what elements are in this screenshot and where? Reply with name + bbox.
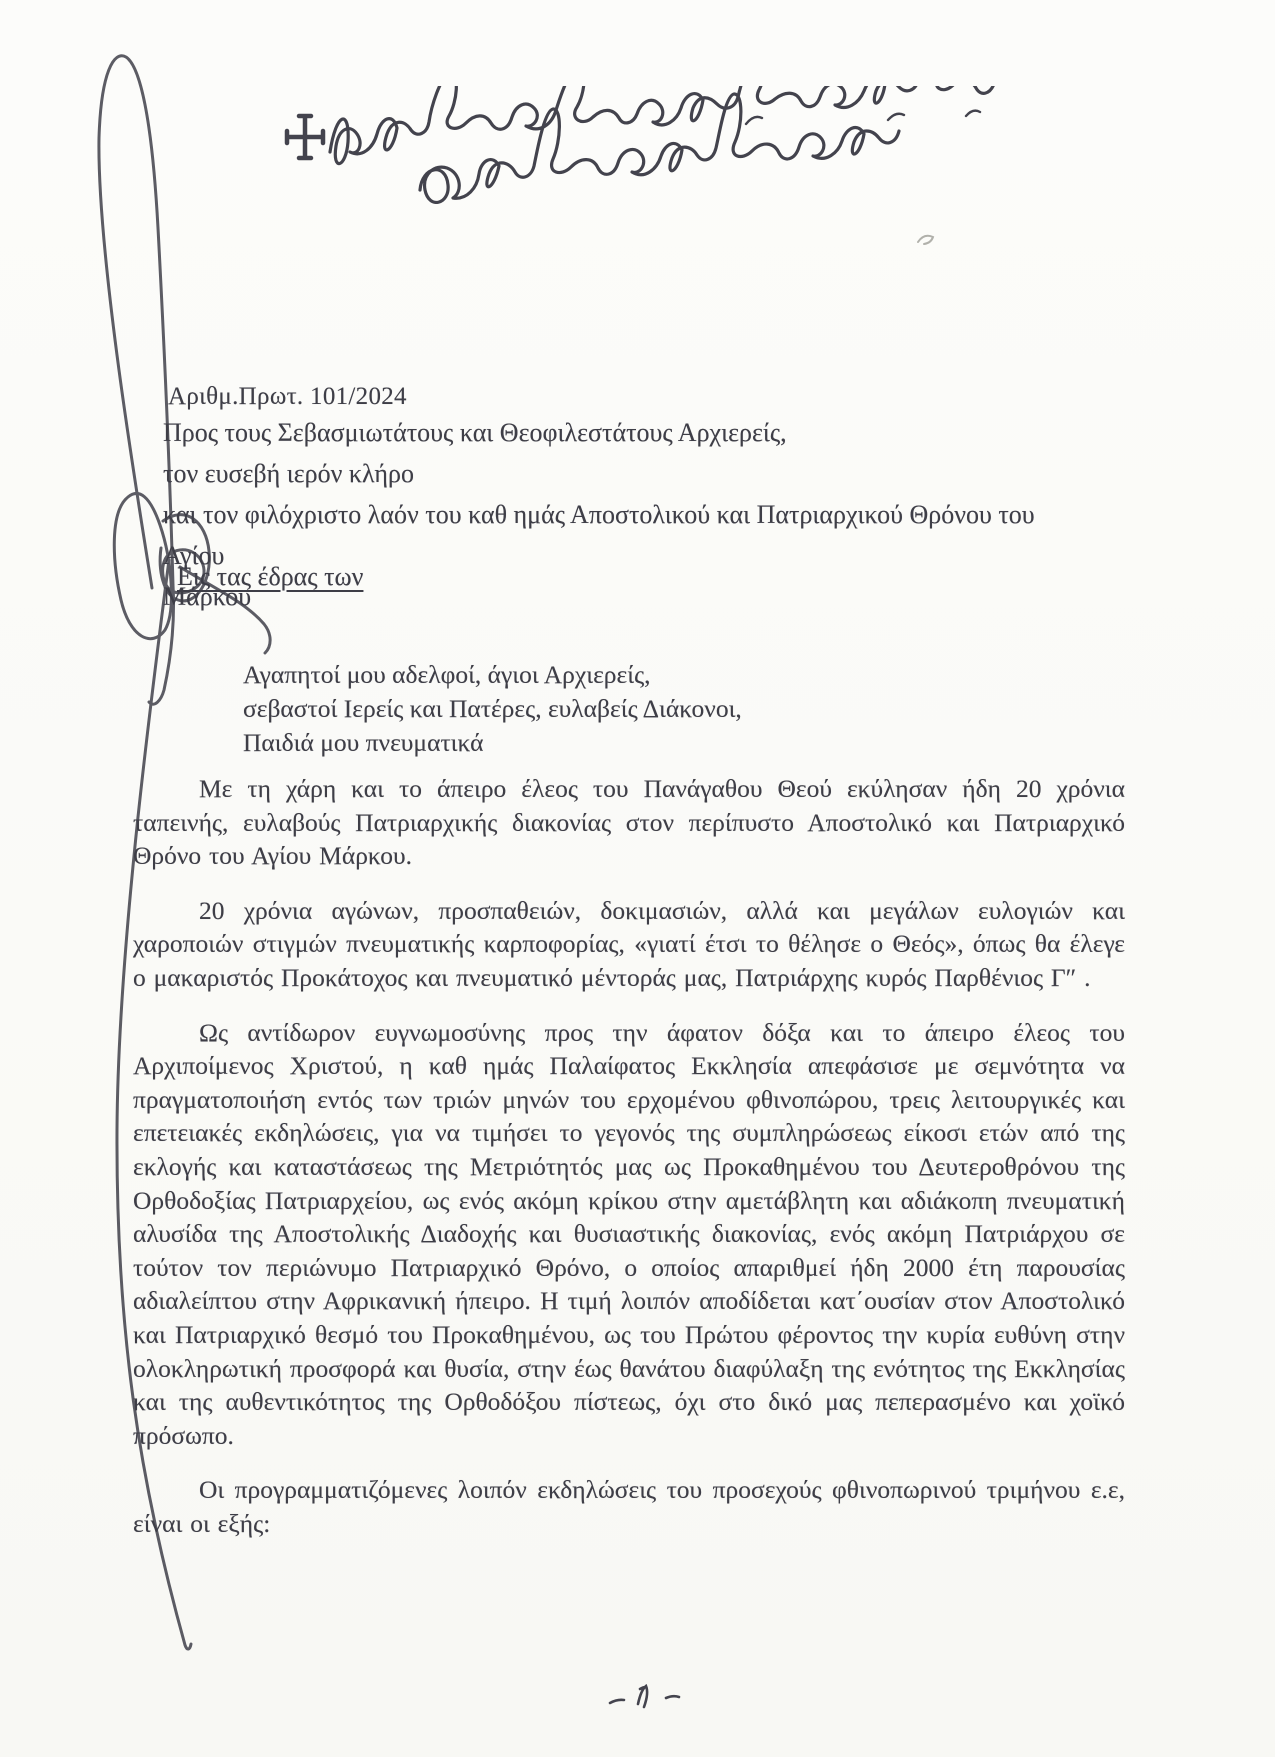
- body-paragraph: Με τη χάρη και το άπειρο έλεος του Πανάγαθου Θεού εκύλησαν ήδη 20 χρόνια ταπεινής, ευλαβούς Πατριαρχικής διακονίας στον περίπυστο Αποστολικό και Πατριαρχικό Θρόνο του Αγίου Μάρκου.: [133, 774, 1125, 871]
- page-number-dash-left: [610, 1700, 624, 1703]
- recipient-line: Μάρκου: [163, 582, 252, 611]
- recipient-line: και τον φιλόχριστο λαόν του καθ ημάς Αποστολικού και Πατριαρχικού Θρόνου του Αγίου: [163, 500, 1035, 570]
- scribble-big-loop: [99, 56, 173, 588]
- salutation-line: σεβαστοί Ιερείς και Πατέρες, ευλαβείς Διάκονοι,: [243, 694, 742, 723]
- body-paragraph: Ως αντίδωρον ευγνωμοσύνης προς την άφατον δόξα και το άπειρο έλεος του Αρχιποίμενος Χριστού, η καθ ημάς Παλαίφατος Εκκλησία απεφάσισε με σεμνότητα να πραγματοποιήση εντός των τριών μηνών του ερχομένου φθινοπώρου, τρεις λειτουργικές και επετειακές εκδηλώσεις, για να τιμήσει το γεγονός της συμπληρώσεως είκοσι ετών από της εκλογής και καταστάσεως της Μετριότητός μας ως Προκαθημένου του Δευτεροθρόνου της Ορθοδοξίας Πατριαρχείου, ως ενός ακόμη κρίκου στην αμετάβλητη και αδιάκοπη πνευματική αλυσίδα της Αποστολικής Διαδοχής και θυσιαστικής διακονίας, ενός ακόμη Πατριάρχου σε τούτον τον περιώνυμο Πατριαρχικό Θρόνο, ο οποίος απαριθμεί ήδη 2000 έτη παρουσίας αδιαλείπτου στην Αφρικανική ήπειρο. Η τιμή λοιπόν αποδίδεται κατ΄ουσίαν στον Αποστολικό και Πατριαρχικό θεσμό του Προκαθημένου, ως του Πρώτου φέροντος την κυρία ευθύνη στην ολοκληρωτική προσφορά και θυσία, στην έως θανάτου διαφύλαξη της ενότητος της Εκκλησίας και της αυθεντικότητος της Ορθοδόξου πίστεως, όχι στο δικό μας πεπερασμένο και χοϊκό πρόσωπο.: [133, 1017, 1125, 1450]
- calligraphy-flourish: [746, 111, 980, 124]
- letter-body: [133, 772, 1125, 1561]
- page-number: [604, 1676, 690, 1720]
- salutation-line: Αγαπητοί μου αδελφοί, άγιοι Αρχιερείς,: [243, 660, 651, 689]
- patriarchal-signature-calligraphy: [278, 86, 1002, 204]
- salutation-block: [243, 658, 742, 760]
- calligraphy-row-2: [420, 94, 899, 202]
- body-paragraph: Οι προγραμματιζόμενες λοιπόν εκδηλώσεις του προσεχούς φθινοπωρινού τριμήνου ε.ε, είναι οι εξής:: [133, 1475, 1125, 1538]
- faint-pen-mark: [918, 236, 933, 244]
- salutation-line: Παιδιά μου πνευματικά: [243, 728, 484, 757]
- delivery-line: Εις τας έδρας των: [177, 562, 364, 591]
- recipient-line: τον ευσεβή ιερόν κλήρο: [163, 459, 414, 488]
- page-number-one: [638, 1686, 647, 1707]
- recipient-line: Προς τους Σεβασμιωτάτους και Θεοφιλεστάτους Αρχιερείς,: [163, 418, 787, 447]
- orthodox-cross-icon: [287, 116, 323, 158]
- page-number-dash-right: [666, 1696, 679, 1698]
- reference-number: Αριθμ.Πρωτ. 101/2024: [168, 383, 407, 410]
- body-paragraph: 20 χρόνια αγώνων, προσπαθειών, δοκιμασιών, αλλά και μεγάλων ευλογιών και χαροποιών στιγμών πνευματικής καρποφορίας, «γιατί έτσι το θέλησε ο Θεός», όπως θα έλεγε ο μακαριστός Προκάτοχος και πνευματικό μέντοράς μας, Πατριάρχης κυρός Παρθένιος Γ″ .: [133, 895, 1125, 992]
